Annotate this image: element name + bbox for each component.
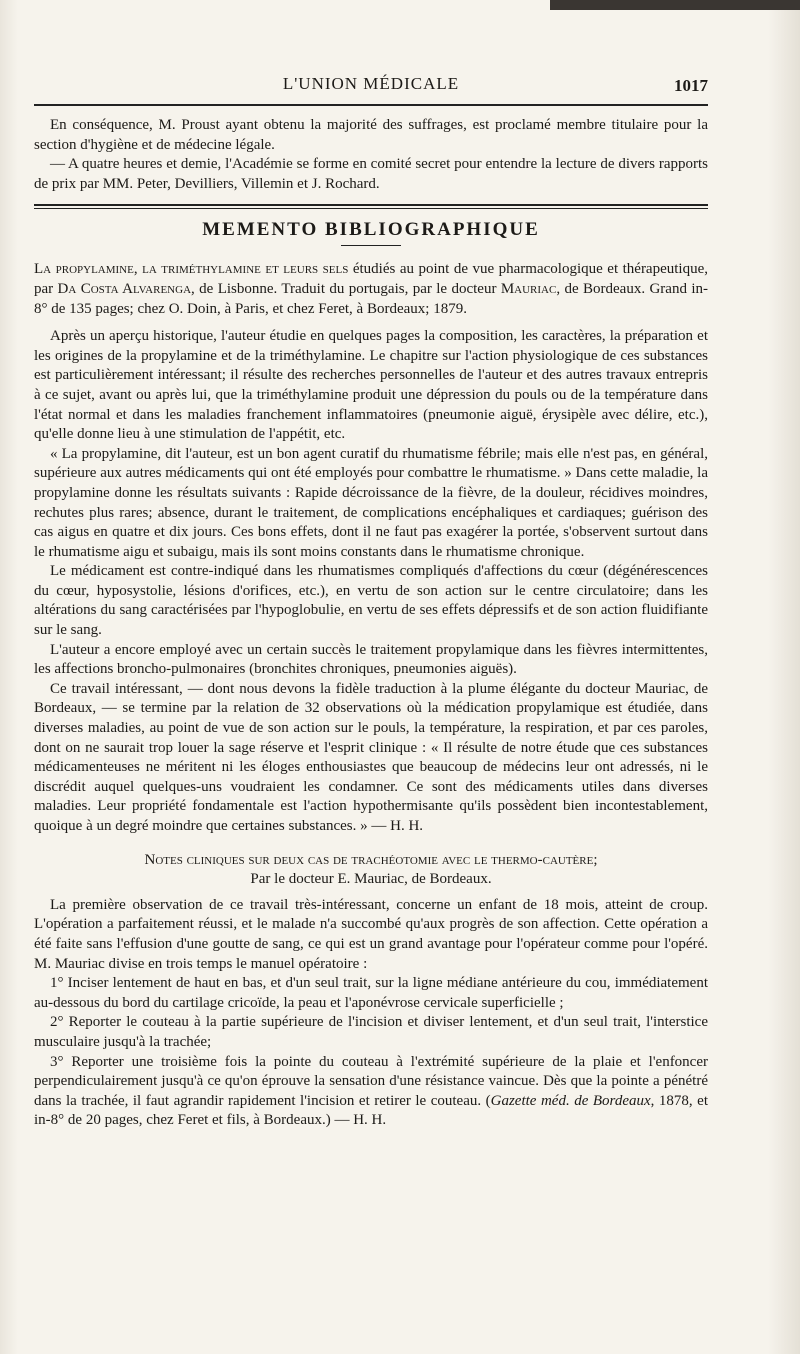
paragraph: Après un aperçu historique, l'auteur étudie en quelques pages la composition, les caractères, la préparation et les origines de la propylamine et de la triméthylamine. Le chapitre sur l'action physiologique de ces substances est particulièrement intéressant; il résulte des recherches personnelles de l'auteur et des autres travaux entrepris à ce sujet, avant ou après lui, que la triméthylamine produit une dépression du pouls ou de la température dans l'état normal et dans les maladies franchement inflammatoires (pneumonie aiguë, érysipèle avec délire, etc.), qu'elle donne lieu à une stimulation de l'appétit, etc. xyxy=(34,328,708,443)
book-translator: Mauriac xyxy=(500,280,557,297)
running-head xyxy=(34,70,708,106)
source-title: Gazette méd. de Bordeaux xyxy=(490,1092,651,1109)
author-rest: , de Lisbonne. Traduit du portugais, par le docteur xyxy=(191,280,501,297)
paragraph: 1° Inciser lentement de haut en bas, et d'un seul trait, sur la ligne médiane antérieure du cou, immédiatement au-dessous du bord du cartilage cricoïde, la peau et l'aponévrose cervicale superficielle ; xyxy=(34,975,708,1011)
section-title: MEMENTO BIBLIOGRAPHIQUE xyxy=(202,219,540,241)
paragraph: « La propylamine, dit l'auteur, est un bon agent curatif du rhumatisme fébrile; mais elle n'est pas, en général, supérieure aux autres médicaments qui ont été employés pour combattre le rhumatisme. » Dans cette maladie, la propylamine donne les résultats suivants : Rapide décroissance de la fièvre, de la douleur, récidives moindres, rechutes plus rares; absence, durant le traitement, de complications encéphaliques et cardiaques; guérison des cas aigus en quatre et dix jours. Ces bons effets, dont il ne faut pas exagérer la portée, s'observent surtout dans le rhumatisme aigu et subaigu, mais ils sont moins constants dans le rhumatisme chronique. xyxy=(34,445,708,560)
entry-heading xyxy=(34,260,708,319)
page-number: 1017 xyxy=(674,76,708,95)
paragraph: En conséquence, M. Proust ayant obtenu la majorité des suffrages, est proclamé membre titulaire pour la section d'hygiène et de médecine légale. xyxy=(34,117,708,153)
paragraph: 3° Reporter une troisième fois la pointe du couteau à l'extrémité supérieure de la plaie et l'enfoncer perpendiculairement jusqu'à ce qu'on éprouve la sensation d'une résistance vaincue. Dès que la pointe a pénétré dans la trachée, il faut agrandir rapidement l'incision et retirer le couteau. (Gazette méd. de Bordeaux, 1878, et in-8° de 20 pages, chez Feret et fils, à Bordeaux.) — H. H. xyxy=(34,1053,709,1129)
paragraph: 2° Reporter le couteau à la partie supérieure de l'incision et diviser lentement, et d'un seul trait, l'interstice musculaire jusqu'à la trachée; xyxy=(34,1014,708,1050)
paragraph: — A quatre heures et demie, l'Académie se forme en comité secret pour entendre la lecture de divers rapports de prix par MM. Peter, Devilliers, Villemin et J. Rochard. xyxy=(34,156,708,192)
scan-edge xyxy=(550,0,800,10)
entry2-title: Notes cliniques sur deux cas de trachéotomie avec le thermo-cautère; xyxy=(144,851,598,868)
publication-info: , de Bordeaux. Grand in-8° de 135 pages; chez O. Doin, à Paris, et chez Feret, à Bordeaux; 1879. xyxy=(34,280,708,317)
journal-title: L'UNION MÉDICALE xyxy=(282,74,460,93)
source-rest: , 1878, et in-8° de 20 pages, chez Feret et fils, à Bordeaux.) — H. H. xyxy=(34,1092,709,1129)
paragraph: L'auteur a encore employé avec un certain succès le traitement propylamique dans les fièvres intermittentes, les affections broncho-pulmonaires (bronchites chroniques, pneumonies aiguës). xyxy=(34,641,708,678)
paragraph: La première observation de ce travail très-intéressant, concerne un enfant de 18 mois, atteint de croup. L'opération a parfaitement réussi, et le malade n'a succombé qu'aux progrès de son affection. Cette opération a été faite sans l'effusion d'une goutte de sang, ce qui est un grand avantage pour l'opérateur comme pour l'opéré. M. Mauriac divise en trois temps le manuel opératoire : xyxy=(34,896,708,972)
bibliography-entry xyxy=(34,260,708,836)
title-rest: étudiés au point de vue pharmacologique et thérapeutique, par xyxy=(34,261,708,297)
book-title: La propylamine, la triméthylamine et leurs sels xyxy=(34,261,349,278)
step-three: 3° Reporter une troisième fois la pointe du couteau à l'extrémité supérieure de la plaie et l'enfoncer perpendiculairement jusqu'à ce qu'on éprouve la sensation d'une résistance vaincue. Dès que la pointe a pénétré dans la trachée, il faut agrandir rapidement l'incision et retirer le couteau. xyxy=(34,1053,708,1109)
bibliography-entry-2 xyxy=(34,851,708,1131)
academy-report xyxy=(34,116,708,194)
title-underline xyxy=(341,245,401,246)
paragraph: Ce travail intéressant, — dont nous devons la fidèle traduction à la plume élégante du docteur Mauriac, de Bordeaux, — se termine par la relation de 32 observations où la médication propylamique est étudiée, dans diverses maladies, au point de vue de son action sur le pouls, la température, la respiration, et par ces paroles, dont on ne saurait trop louer la sage réserve et l'esprit clinique : « Il résulte de notre étude que ces substances médicamenteuses ne méritent ni les éloges enthousiastes que beaucoup de médecins leur ont adressés, ni le discrédit auquel quelques-uns voudraient les condamner. Ce sont des médicaments utiles dans diverses maladies. Leur propriété fondamentale est l'action hypothermisante qu'ils possèdent bien incontestablement, quoique à un degré moindre que certaines substances. » — H. H. xyxy=(34,680,708,834)
book-author: Da Costa Alvarenga xyxy=(57,280,192,297)
paragraph: Le médicament est contre-indiqué dans les rhumatismes compliqués d'affections du cœur (dégénérescences du cœur, hyposystolie, lésions d'orifices, etc.), en vertu de son action sur le centre circulatoire; dans les altérations du sang caractérisées par l'hypoglobulie, en vertu de ses effets dépressifs et de son action fluidifiante sur le sang. xyxy=(34,563,708,639)
entry2-author: Par le docteur E. Mauriac, de Bordeaux. xyxy=(250,871,492,888)
section-divider xyxy=(34,204,708,209)
